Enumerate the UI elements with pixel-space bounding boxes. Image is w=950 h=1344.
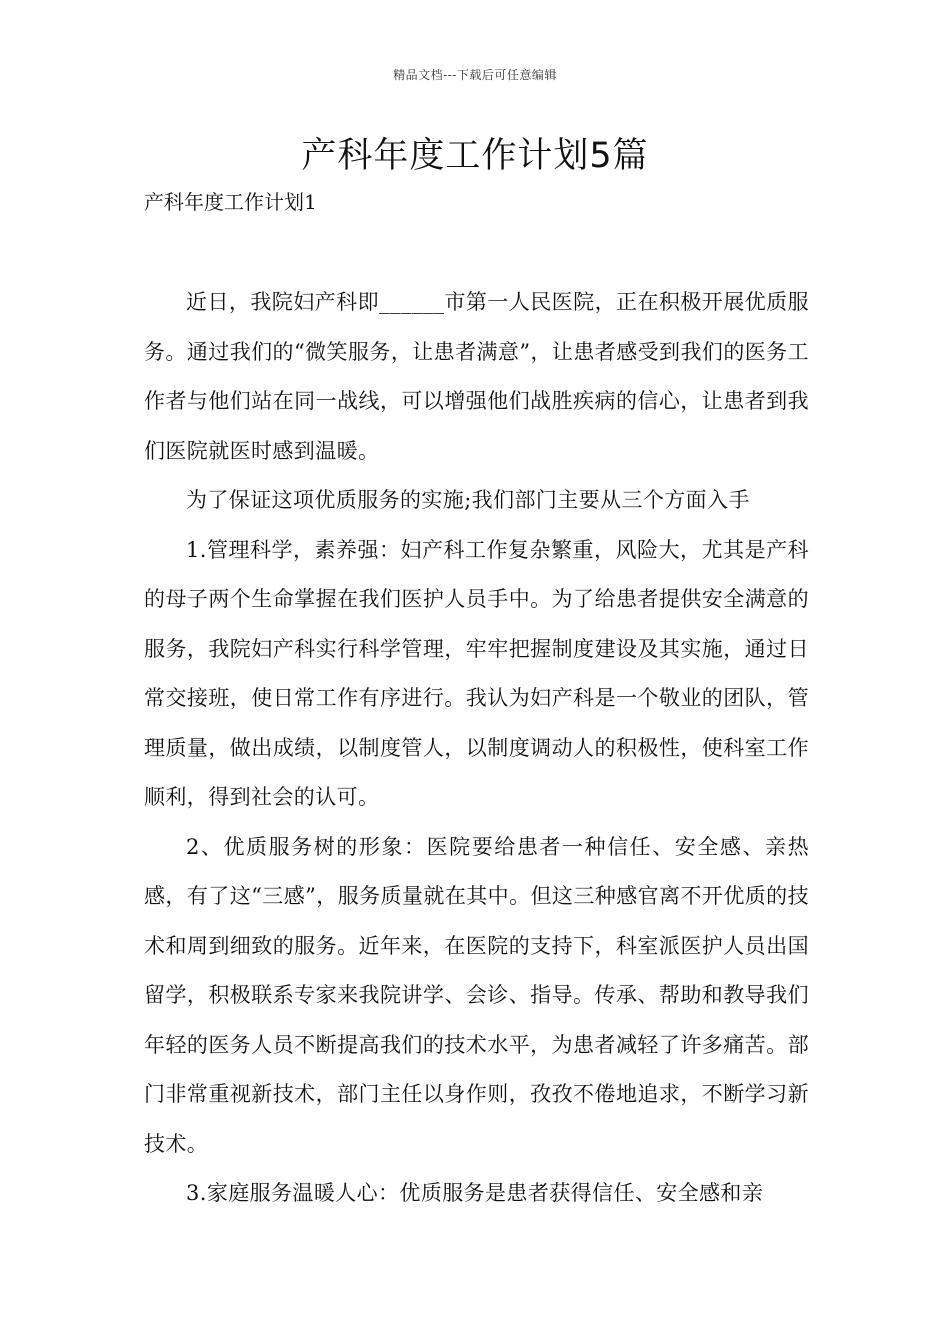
paragraph-point-2: 2、优质服务树的形象：医院要给患者一种信任、安全感、亲热感，有了这“三感”，服务质量就在其中。但这三种感官离不开优质的技术和周到细致的服务。近年来，在医院的支持下，科室派医护人员出国留学，积极联系专家来我院讲学、会诊、指导。传承、帮助和教导我们年轻的医务人员不断提高我们的技术水平，为患者减轻了许多痛苦。部门非常重视新技术，部门主任以身作则，孜孜不倦地追求，不断学习新技术。 [144, 834, 809, 1156]
paragraph-approach: 为了保证这项优质服务的实施;我们部门主要从三个方面入手 [186, 488, 750, 512]
paragraph-intro: 近日，我院妇产科即______市第一人民医院，正在积极开展优质服务。通过我们的“微笑服务，让患者满意”，让患者感受到我们的医务工作者与他们站在同一战线，可以增强他们战胜疾病的信心，让患者到我们医院就医时感到温暖。 [144, 290, 809, 463]
paragraph-point-3: 3.家庭服务温暖人心：优质服务是患者获得信任、安全感和亲 [186, 1181, 764, 1205]
page-header: 精品文档---下载后可任意编辑 [393, 68, 557, 82]
document-title: 产科年度工作计划5篇 [301, 136, 649, 176]
paragraph-point-1: 1.管理科学，素养强：妇产科工作复杂繁重，风险大，尤其是产科的母子两个生命掌握在我们医护人员手中。为了给患者提供安全满意的服务，我院妇产科实行科学管理，牢牢把握制度建设及其实施，通过日常交接班，使日常工作有序进行。我认为妇产科是一个敬业的团队，管理质量，做出成绩，以制度管人，以制度调动人的积极性，使科室工作顺利，得到社会的认可。 [144, 537, 809, 809]
document-subtitle: 产科年度工作计划1 [144, 190, 317, 214]
document-body [144, 278, 809, 1219]
